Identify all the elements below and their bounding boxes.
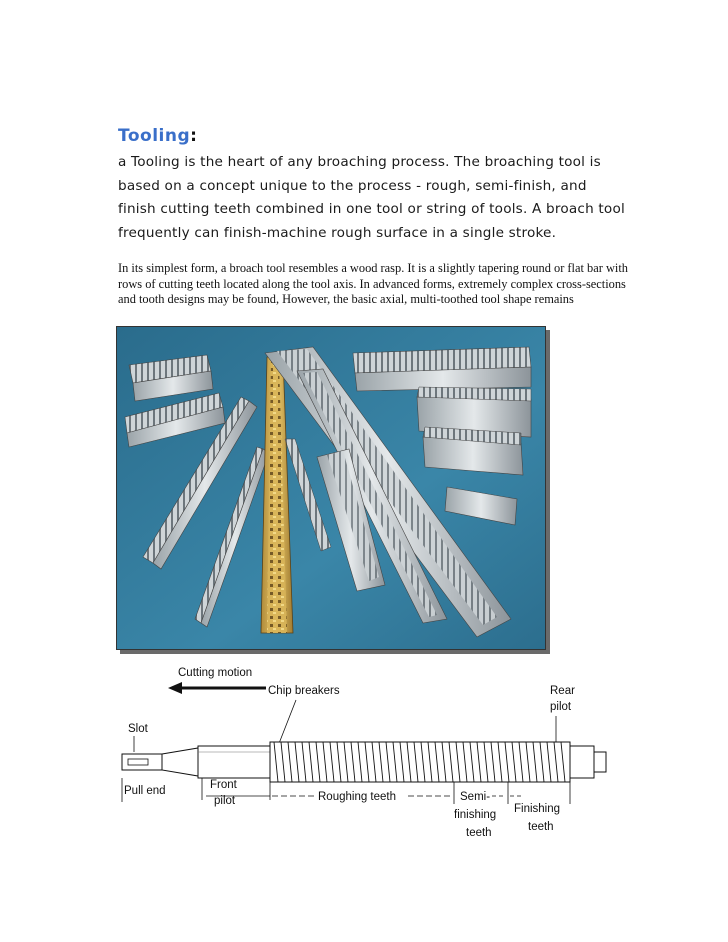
semi-label: Semi- [460,791,491,803]
finishing-teeth-label: teeth [528,821,554,833]
rear-pilot-label: pilot [550,701,572,713]
pull-end-label: Pull end [124,785,166,797]
cutting-motion-label: Cutting motion [178,667,253,679]
broach-diagram [118,660,608,880]
semi-finishing-label: finishing [454,809,497,821]
rear-label: Rear [550,685,575,697]
roughing-teeth-label: Roughing teeth [318,791,397,803]
front-pilot-label: pilot [214,795,236,807]
section-heading [118,126,197,146]
semi-teeth-label: teeth [466,827,492,839]
intro-paragraph: a Tooling is the heart of any broaching process. The broaching tool is based on a concept unique to the process - rough, semi-finish, and finish cutting teeth combined in one tool or string of tools. A broach tool frequently can finish-machine rough surface in a single stroke. [118,154,625,241]
slot-label: Slot [128,723,148,735]
heading-word: Tooling [118,126,191,146]
chip-breakers-label: Chip breakers [268,685,340,697]
arrow-left-icon [168,682,182,694]
front-label: Front [210,779,237,791]
heading-colon: : [190,126,198,146]
finishing-label: Finishing [514,803,561,815]
broach-tools-photo [116,326,546,650]
body-paragraph: In its simplest form, a broach tool resembles a wood rasp. It is a slightly tapering round or flat bar with rows of cutting teeth located along the tool axis. In advanced forms, extremely complex cross-sections and tooth designs may be found, However, the basic axial, multi-toothed tool shape remains [118,261,628,307]
